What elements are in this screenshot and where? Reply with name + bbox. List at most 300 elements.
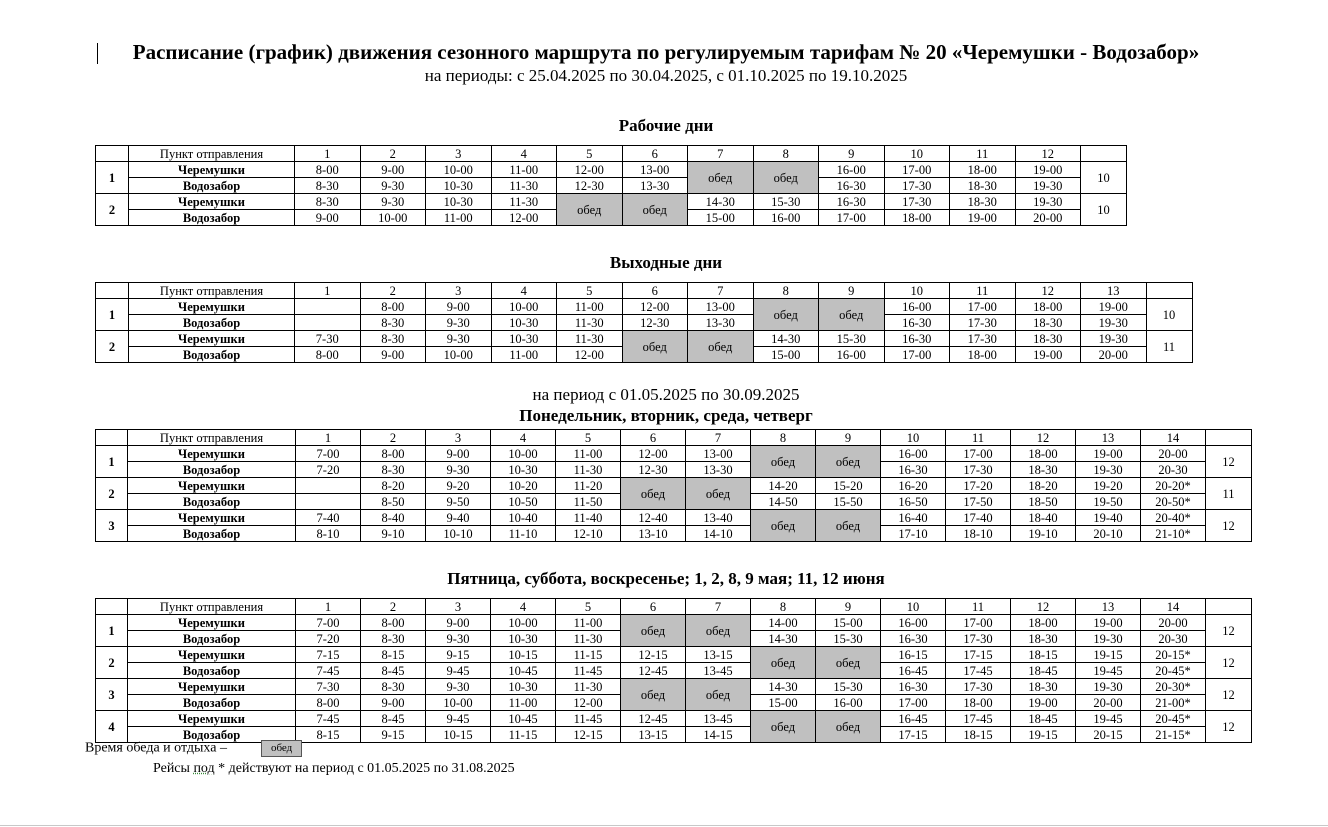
departure-time: 12-15 [621,647,686,663]
lunch-break-cell: обед [751,647,816,679]
departure-time: 19-40 [1076,510,1141,526]
departure-time: 8-00 [295,347,361,363]
departure-time: 17-40 [946,510,1011,526]
schedule-table-weekends [95,282,1193,363]
table-row [96,510,1252,526]
header-trip-number: 8 [751,599,816,615]
lunch-break-cell: обед [816,647,881,679]
table-header-row [96,146,1127,162]
departure-time: 11-30 [556,679,621,695]
departure-time: 8-40 [361,510,426,526]
departure-time: 10-50 [491,494,556,510]
table-row [96,462,1252,478]
departure-time: 13-45 [686,663,751,679]
departure-time: 7-30 [295,331,361,347]
departure-time: 17-30 [946,679,1011,695]
table-row [96,446,1252,462]
footnote-rest: * действуют на период с 01.05.2025 по 31.08.2025 [218,761,515,776]
departure-time: 20-15 [1076,727,1141,743]
legend-lunch-swatch: обед [261,740,302,757]
departure-time: 15-50 [816,494,881,510]
departure-time: 18-50 [1011,494,1076,510]
departure-time: 9-30 [426,462,491,478]
stop-name: Черемушки [128,679,296,695]
departure-time: 8-30 [361,631,426,647]
header-departure-label: Пункт отправления [129,283,295,299]
departure-time: 17-30 [946,631,1011,647]
route-number: 1 [96,299,129,331]
departure-time: 10-20 [491,478,556,494]
page-subtitle: на периоды: с 25.04.2025 по 30.04.2025, с 01.10.2025 по 19.10.2025 [424,66,908,85]
departure-time: 19-45 [1076,663,1141,679]
departure-time: 20-40* [1141,510,1206,526]
departure-time: 16-15 [881,647,946,663]
departure-time: 7-00 [296,615,361,631]
departure-time: 16-00 [884,299,950,315]
departure-time: 14-20 [751,478,816,494]
departure-time: 13-00 [622,162,688,178]
departure-time: 13-00 [688,299,754,315]
lunch-break-cell: обед [621,478,686,510]
route-number: 1 [96,446,128,478]
departure-time: 9-40 [426,510,491,526]
stop-name: Водозабор [128,663,296,679]
lunch-break-cell: обед [621,615,686,647]
stop-name: Черемушки [128,446,296,462]
table-row [96,478,1252,494]
departure-time: 10-30 [491,631,556,647]
departure-time: 21-00* [1141,695,1206,711]
footnote [153,761,515,777]
departure-time: 17-15 [946,647,1011,663]
header-trip-number: 12 [1015,283,1081,299]
departure-time: 7-30 [296,679,361,695]
departure-time: 8-30 [295,194,361,210]
stop-name: Черемушки [128,478,296,494]
header-trip-number: 1 [295,146,361,162]
departure-time: 12-00 [491,210,557,226]
footnote-prefix: Рейсы [153,761,190,776]
departure-time: 20-10 [1076,526,1141,542]
lunch-break-cell: обед [686,679,751,711]
departure-time: 18-30 [950,178,1016,194]
departure-time: 9-00 [360,162,426,178]
departure-time: 9-15 [361,727,426,743]
departure-time: 10-30 [491,331,557,347]
departure-time: 19-30 [1081,315,1147,331]
departure-time: 15-00 [751,695,816,711]
trip-count: 11 [1206,478,1252,510]
departure-time: 13-30 [688,315,754,331]
departure-time: 20-00 [1076,695,1141,711]
lunch-break-cell: обед [622,331,688,363]
departure-time: 17-30 [884,194,950,210]
trip-count: 12 [1206,446,1252,478]
trip-count: 10 [1081,162,1127,194]
page-title: Расписание (график) движения сезонного маршрута по регулируемым тарифам № 20 «Черемушки - Водозабор» [132,40,1200,64]
table-row [96,162,1127,178]
departure-time: 11-00 [491,347,557,363]
departure-time: 17-00 [946,615,1011,631]
departure-time: 8-00 [361,446,426,462]
departure-time: 11-00 [491,162,557,178]
departure-time: 20-20* [1141,478,1206,494]
departure-time: 8-30 [295,178,361,194]
departure-time: 8-30 [361,679,426,695]
route-number: 1 [96,162,129,194]
departure-time: 9-30 [426,631,491,647]
legend-label: Время обеда и отдыха – [85,740,227,756]
header-trip-number: 1 [296,430,361,446]
departure-time: 19-30 [1081,331,1147,347]
route-number: 3 [96,510,128,542]
route-number: 2 [96,194,129,226]
trip-count: 12 [1206,647,1252,679]
departure-time: 10-30 [491,462,556,478]
departure-time: 9-15 [426,647,491,663]
departure-time: 11-10 [491,526,556,542]
departure-time: 18-00 [950,162,1016,178]
departure-time: 11-15 [556,647,621,663]
departure-time: 11-15 [491,727,556,743]
table-row [96,615,1252,631]
departure-time: 15-00 [816,615,881,631]
departure-time: 8-10 [296,526,361,542]
departure-time: 11-00 [556,446,621,462]
header-trip-number: 10 [881,599,946,615]
header-trip-number: 4 [491,146,557,162]
lunch-break-cell: обед [816,711,881,743]
departure-time: 8-00 [295,162,361,178]
header-departure-label: Пункт отправления [128,599,296,615]
header-trip-number: 8 [753,283,819,299]
header-trip-number: 11 [946,599,1011,615]
departure-time: 10-15 [426,727,491,743]
departure-time: 11-30 [557,331,623,347]
table-row [96,331,1193,347]
departure-time: 18-30 [1011,679,1076,695]
departure-time: 18-20 [1011,478,1076,494]
departure-time: 9-30 [360,178,426,194]
departure-time: 9-00 [426,615,491,631]
departure-time: 7-45 [296,711,361,727]
table-row [96,178,1127,194]
trip-count: 10 [1081,194,1127,226]
departure-time: 17-30 [950,331,1016,347]
departure-time: 13-40 [686,510,751,526]
header-trip-number: 4 [491,430,556,446]
departure-time: 17-45 [946,711,1011,727]
departure-time: 8-00 [296,695,361,711]
departure-time: 14-30 [688,194,754,210]
header-trip-number: 14 [1141,599,1206,615]
header-trip-number: 6 [621,599,686,615]
departure-time: 8-30 [361,462,426,478]
header-trip-number: 4 [491,283,557,299]
trip-count: 12 [1206,510,1252,542]
departure-time: 13-30 [686,462,751,478]
departure-time: 17-45 [946,663,1011,679]
stop-name: Водозабор [128,695,296,711]
header-trip-number: 12 [1015,146,1081,162]
departure-time: 18-40 [1011,510,1076,526]
departure-time: 12-45 [621,663,686,679]
departure-time: 10-30 [426,194,492,210]
departure-time: 14-10 [686,526,751,542]
table-header-row [96,599,1252,615]
departure-time: 17-00 [884,347,950,363]
trip-count: 12 [1206,711,1252,743]
departure-time: 11-30 [556,631,621,647]
departure-time: 18-00 [884,210,950,226]
stop-name: Черемушки [129,194,295,210]
header-total-cell [1206,430,1252,446]
stop-name: Водозабор [128,526,296,542]
trip-count: 10 [1146,299,1192,331]
departure-time: 13-45 [686,711,751,727]
departure-time: 19-00 [1015,347,1081,363]
departure-time: 18-10 [946,526,1011,542]
departure-time: 9-50 [426,494,491,510]
lunch-break-cell: обед [686,615,751,647]
departure-time: 17-10 [881,526,946,542]
header-departure-label: Пункт отправления [128,430,296,446]
table-row [96,315,1193,331]
table-row [96,679,1252,695]
departure-time: 15-20 [816,478,881,494]
departure-time: 8-15 [296,727,361,743]
departure-time: 18-30 [950,194,1016,210]
departure-time: 17-30 [950,315,1016,331]
departure-time: 19-15 [1011,727,1076,743]
departure-time: 16-00 [881,446,946,462]
departure-time: 20-30 [1141,462,1206,478]
departure-time: 8-00 [360,299,426,315]
departure-time: 9-30 [426,331,492,347]
departure-time: 10-45 [491,663,556,679]
departure-time: 9-30 [426,315,492,331]
departure-time: 11-00 [556,615,621,631]
table-row [96,526,1252,542]
departure-time: 16-30 [881,462,946,478]
lunch-break-cell: обед [688,162,754,194]
departure-time: 18-00 [1015,299,1081,315]
departure-time: 16-50 [881,494,946,510]
departure-time: 18-45 [1011,663,1076,679]
departure-time: 11-00 [491,695,556,711]
departure-time: 11-50 [556,494,621,510]
departure-time: 14-30 [753,331,819,347]
departure-time: 20-50* [1141,494,1206,510]
departure-time: 19-30 [1015,194,1081,210]
header-trip-number: 5 [556,430,621,446]
departure-time: 7-45 [296,663,361,679]
header-trip-number: 10 [881,430,946,446]
header-trip-number: 11 [950,283,1016,299]
header-trip-number: 5 [557,283,623,299]
departure-time: 10-15 [491,647,556,663]
departure-time: 19-00 [950,210,1016,226]
departure-time: 12-00 [557,347,623,363]
departure-time: 8-15 [361,647,426,663]
departure-time: 10-00 [426,347,492,363]
departure-time: 9-00 [360,347,426,363]
departure-time: 7-20 [296,462,361,478]
header-trip-number: 9 [819,146,885,162]
header-empty-cell [96,283,129,299]
departure-time: 18-00 [946,695,1011,711]
departure-time: 19-50 [1076,494,1141,510]
lunch-break-cell: обед [751,446,816,478]
departure-time: 11-30 [556,462,621,478]
departure-time: 11-30 [557,315,623,331]
header-trip-number: 3 [426,430,491,446]
header-trip-number: 3 [426,283,492,299]
departure-time: 9-30 [426,679,491,695]
header-total-cell [1146,283,1192,299]
departure-time: 13-15 [621,727,686,743]
departure-time: 19-00 [1015,162,1081,178]
departure-time: 11-00 [426,210,492,226]
departure-time: 11-45 [556,663,621,679]
departure-time: 18-30 [1015,315,1081,331]
section-heading-fri-sun: Пятница, суббота, воскресенье; 1, 2, 8, 9 мая; 11, 12 июня [447,569,885,588]
departure-time: 16-00 [816,695,881,711]
departure-time: 17-00 [819,210,885,226]
header-trip-number: 4 [491,599,556,615]
departure-time: 17-20 [946,478,1011,494]
route-number: 2 [96,478,128,510]
departure-time: 20-45* [1141,663,1206,679]
departure-time: 10-30 [491,679,556,695]
lunch-break-cell: обед [816,446,881,478]
departure-time: 13-10 [621,526,686,542]
header-empty-cell [96,599,128,615]
header-trip-number: 10 [884,283,950,299]
departure-time: 19-30 [1076,462,1141,478]
departure-time: 9-45 [426,711,491,727]
departure-time: 16-00 [819,162,885,178]
departure-time: 12-00 [557,162,623,178]
section-heading-weekdays: Рабочие дни [618,116,714,135]
departure-time: 12-15 [556,727,621,743]
departure-time: 17-00 [946,446,1011,462]
departure-time: 19-00 [1011,695,1076,711]
header-total-cell [1081,146,1127,162]
departure-time [295,299,361,315]
stop-name: Водозабор [128,727,296,743]
departure-time: 11-30 [491,178,557,194]
stop-name: Черемушки [128,711,296,727]
route-number: 2 [96,647,128,679]
header-trip-number: 9 [816,599,881,615]
departure-time: 15-30 [816,679,881,695]
header-empty-cell [96,146,129,162]
departure-time [296,494,361,510]
stop-name: Водозабор [129,178,295,194]
departure-time: 16-30 [884,331,950,347]
stop-name: Черемушки [129,299,295,315]
lunch-break-cell: обед [819,299,885,331]
header-trip-number: 5 [556,599,621,615]
departure-time: 20-30 [1141,631,1206,647]
departure-time: 19-10 [1011,526,1076,542]
header-trip-number: 12 [1011,430,1076,446]
departure-time: 19-45 [1076,711,1141,727]
departure-time: 17-00 [884,162,950,178]
departure-time: 12-00 [622,299,688,315]
departure-time: 7-00 [296,446,361,462]
departure-time: 14-00 [751,615,816,631]
header-trip-number: 11 [950,146,1016,162]
departure-time: 17-00 [881,695,946,711]
departure-time: 21-10* [1141,526,1206,542]
lunch-break-cell: обед [816,510,881,542]
header-trip-number: 13 [1076,599,1141,615]
departure-time: 19-30 [1076,631,1141,647]
period2-label: на период с 01.05.2025 по 30.09.2025 [532,385,800,404]
table-row [96,647,1252,663]
departure-time: 7-20 [296,631,361,647]
departure-time: 16-45 [881,663,946,679]
header-trip-number: 13 [1076,430,1141,446]
departure-time: 20-00 [1141,446,1206,462]
header-trip-number: 2 [360,146,426,162]
departure-time: 14-30 [751,631,816,647]
departure-time: 10-00 [426,695,491,711]
legend [85,740,302,757]
departure-time: 10-00 [426,162,492,178]
departure-time: 17-30 [884,178,950,194]
header-trip-number: 3 [426,599,491,615]
header-trip-number: 7 [686,430,751,446]
departure-time: 14-50 [751,494,816,510]
table-row [96,299,1193,315]
departure-time: 20-00 [1081,347,1147,363]
departure-time: 17-50 [946,494,1011,510]
departure-time: 7-40 [296,510,361,526]
departure-time: 16-30 [881,631,946,647]
table-header-row [96,430,1252,446]
header-departure-label: Пункт отправления [129,146,295,162]
route-number: 2 [96,331,129,363]
departure-time: 13-15 [686,647,751,663]
departure-time: 9-00 [295,210,361,226]
departure-time: 12-30 [621,462,686,478]
section-heading-weekends: Выходные дни [609,253,723,272]
departure-time: 12-10 [556,526,621,542]
header-trip-number: 2 [360,283,426,299]
lunch-break-cell: обед [751,510,816,542]
departure-time: 9-00 [361,695,426,711]
header-trip-number: 12 [1011,599,1076,615]
stop-name: Водозабор [129,347,295,363]
departure-time: 8-45 [361,663,426,679]
departure-time: 16-30 [819,178,885,194]
departure-time: 10-40 [491,510,556,526]
page-bottom-edge [0,825,1328,826]
header-total-cell [1206,599,1252,615]
departure-time: 13-30 [622,178,688,194]
departure-time: 15-30 [816,631,881,647]
departure-time: 8-50 [361,494,426,510]
departure-time: 10-30 [426,178,492,194]
departure-time: 9-45 [426,663,491,679]
departure-time: 21-15* [1141,727,1206,743]
departure-time: 19-30 [1015,178,1081,194]
stop-name: Водозабор [128,631,296,647]
departure-time: 9-20 [426,478,491,494]
